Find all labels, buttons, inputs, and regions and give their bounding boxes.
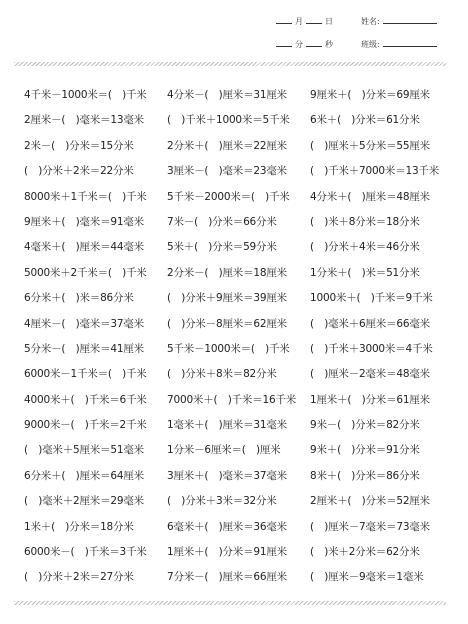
problem-grid [24,84,454,592]
problem-item: 6000米－1千米＝( )千米 [24,368,147,381]
problem-row [24,490,454,515]
problem-row [24,236,454,261]
problem-item: 9米＋( )分米＝91分米 [310,444,420,457]
date-name-row [276,15,437,27]
problem-item: 9厘米＋( )毫米＝91毫米 [24,215,144,228]
problem-item: 8米＋( )分米＝86分米 [310,469,420,482]
problem-item: 4厘米－( )毫米＝37毫米 [24,317,144,330]
problem-item: ( )厘米－7毫米＝73毫米 [310,520,430,533]
problem-item: 1分米＋( )米＝51分米 [310,266,420,279]
time-class-row [276,38,437,50]
problem-item: 6分米＋( )厘米＝64厘米 [24,469,144,482]
class-blank[interactable] [383,38,437,47]
problem-item: ( )分米＋8米＝82分米 [167,368,277,381]
problem-row [24,439,454,464]
problem-item: 2厘米－( )毫米＝13毫米 [24,114,144,127]
problem-row [24,109,454,134]
problem-item: ( )毫米＋6厘米＝66毫米 [310,317,430,330]
problem-row [24,211,454,236]
problem-item: 9米－( )分米＝82分米 [310,419,420,432]
day-label: 日 [325,17,333,26]
problem-item: ( )千米＋3000米＝4千米 [310,342,433,355]
problem-item: 4千米－1000米＝( )千米 [24,89,147,101]
problem-item: 2分米＋( )厘米＝22厘米 [167,139,287,152]
problem-item: ( )分米＋3米＝32分米 [167,495,277,508]
problem-item: ( )毫米＋2厘米＝29毫米 [24,495,144,508]
problem-item: 6分米＋( )米＝86分米 [24,292,134,305]
problem-row [24,135,454,160]
second-label: 秒 [325,40,333,49]
problem-row [24,363,454,388]
class-label: 班级: [361,40,380,49]
problem-item: 2米－( )分米＝15分米 [24,139,134,152]
month-label: 月 [295,17,303,26]
problem-item: 2厘米＋( )分米＝52厘米 [310,495,430,508]
problem-item: 3厘米－( )毫米＝23毫米 [167,165,287,178]
problem-item: 5千米－2000米＝( )千米 [167,190,290,203]
problem-item: ( )厘米－2毫米＝48毫米 [310,368,430,381]
problem-row [24,313,454,338]
problem-row [24,262,454,287]
problem-item: ( )分米＋9厘米＝39厘米 [167,292,287,305]
problem-item: 4000米＋( )千米＝6千米 [24,393,147,406]
problem-item: 2分米－( )厘米＝18厘米 [167,266,287,279]
problem-item: ( )分米＋4米＝46分米 [310,241,420,254]
problem-row [24,541,454,566]
problem-item: 1厘米＋( )分米＝91厘米 [167,546,287,559]
problem-row [24,414,454,439]
problem-item: 9厘米＋( )分米＝69厘米 [310,89,430,101]
bottom-divider [14,601,446,605]
problem-item: 1分米－6厘米＝( )厘米 [167,444,281,457]
problem-item: 4毫米＋( )厘米＝44毫米 [24,241,144,254]
month-blank[interactable] [276,15,292,24]
minute-label: 分 [295,40,303,49]
name-label: 姓名: [361,17,380,26]
problem-item: ( )厘米＋5分米＝55厘米 [310,139,430,152]
problem-item: 7000米＋( )千米＝16千米 [167,393,297,406]
problem-item: 4分米＋( )厘米＝48厘米 [310,190,430,203]
problem-item: 6米＋( )分米＝61分米 [310,114,420,127]
second-blank[interactable] [306,38,322,47]
problem-item: 6000米－( )千米＝3千米 [24,546,147,559]
problem-row [24,160,454,185]
problem-item: 1000米＋( )千米＝9千米 [310,292,433,305]
problem-item: 1厘米＋( )分米＝61厘米 [310,393,430,406]
problem-item: 5000米＋2千米＝( )千米 [24,266,147,279]
problem-row [24,287,454,312]
problem-item: ( )分米＋2米＝22分米 [24,165,134,178]
problem-item: 1米＋( )分米＝18分米 [24,520,134,533]
problem-item: 1毫米＋( )厘米＝31毫米 [167,419,287,432]
problem-item: 9000米－( )千米＝2千米 [24,419,147,432]
problem-item: 7分米－( )厘米＝66厘米 [167,571,287,584]
problem-item: 3厘米＋( )毫米＝37毫米 [167,469,287,482]
problem-row [24,465,454,490]
problem-item: 5千米－1000米＝( )千米 [167,342,290,355]
problem-item: 5米＋( )分米＝59分米 [167,241,277,254]
problem-item: ( )千米＋7000米＝13千米 [310,165,440,178]
problem-row [24,84,454,109]
problem-row [24,186,454,211]
top-divider [14,62,446,66]
problem-row [24,516,454,541]
problem-row [24,338,454,363]
problem-item: ( )分米＋2米＝27分米 [24,571,134,584]
problem-item: ( )分米－8厘米＝62厘米 [167,317,287,330]
day-blank[interactable] [306,15,322,24]
problem-row [24,389,454,414]
worksheet-header [0,0,468,60]
problem-item: 6毫米＋( )厘米＝36毫米 [167,520,287,533]
problem-item: 4分米－( )厘米＝31厘米 [167,89,287,101]
minute-blank[interactable] [276,38,292,47]
problem-row [24,566,454,591]
problem-item: ( )千米＋1000米＝5千米 [167,114,290,127]
problem-item: 7米－( )分米＝66分米 [167,215,277,228]
problem-item: 5分米－( )厘米＝41厘米 [24,342,144,355]
problem-item: 8000米＋1千米＝( )千米 [24,190,147,203]
problem-item: ( )毫米＋5厘米＝51毫米 [24,444,144,457]
problem-item: ( )米＋2分米＝62分米 [310,546,420,559]
problem-item: ( )厘米－9毫米＝1毫米 [310,571,424,584]
name-blank[interactable] [383,15,437,24]
problem-item: ( )米＋8分米＝18分米 [310,215,420,228]
